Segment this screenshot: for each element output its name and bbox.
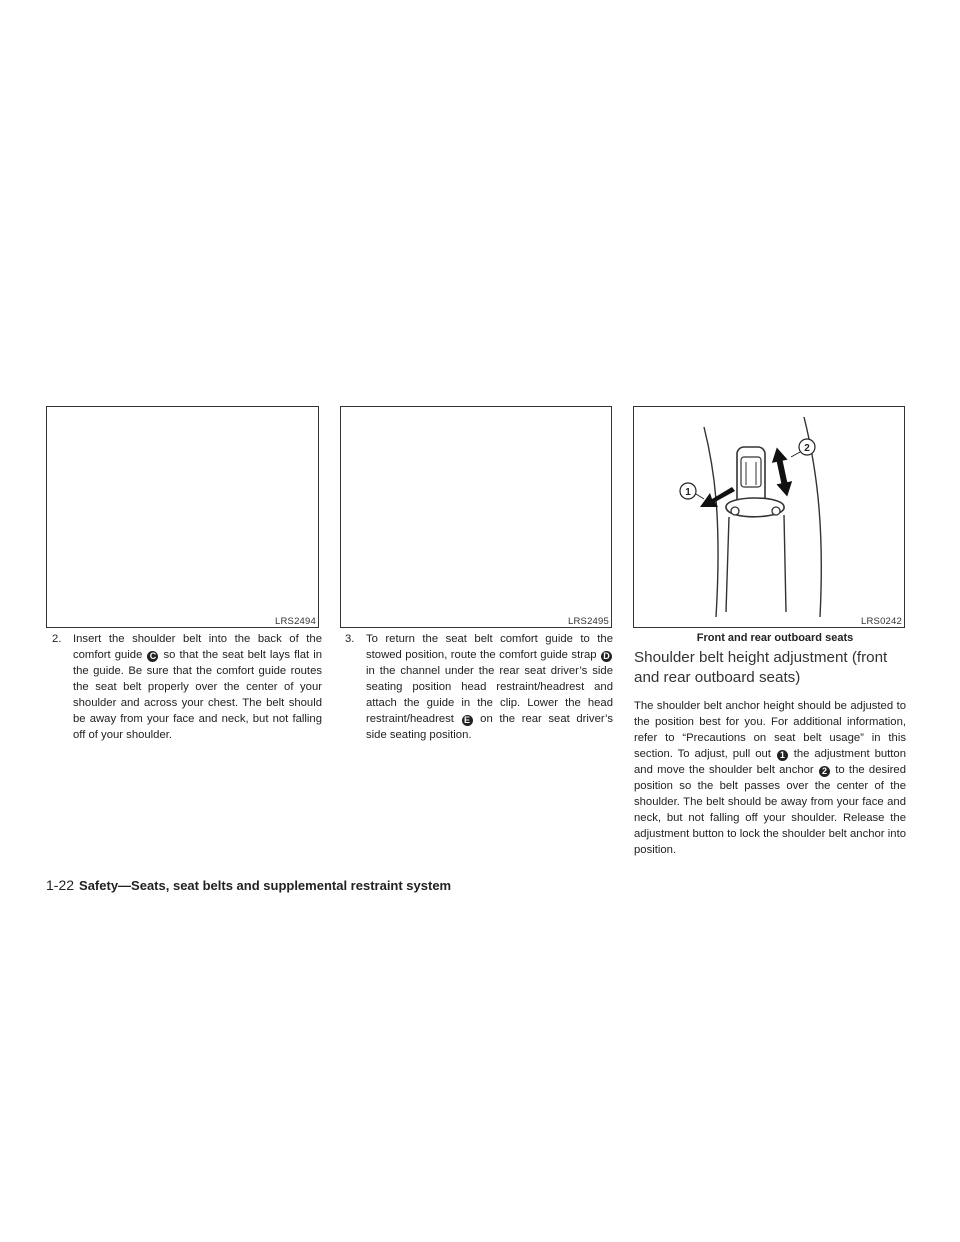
figure-code: LRS2494 xyxy=(274,616,316,627)
step-text: Insert the shoulder belt into the back of the comfort guide xyxy=(73,633,322,661)
callout-c: C xyxy=(147,651,158,662)
callout-1: 1 xyxy=(685,487,691,498)
callout-2: 2 xyxy=(804,443,810,454)
page-footer xyxy=(46,877,451,893)
section-heading: Shoulder belt height adjustment (front and rear outboard seats) xyxy=(634,649,888,686)
step-number: 3. xyxy=(345,633,355,645)
callout-d: D xyxy=(601,651,612,662)
body-paragraph xyxy=(634,698,906,858)
step-text: on the rear seat driver’s side seating position. xyxy=(366,713,613,741)
callout-e: E xyxy=(462,715,473,726)
body-text: to the desired position so the belt passes over the center of the shoulder. The belt should be away from your face and neck, but not falling off your shoulder. Release the adjustment button to lock the shoulder belt anchor into position. xyxy=(634,764,906,856)
figure-caption: Front and rear outboard seats xyxy=(696,632,854,644)
figure-1 xyxy=(46,406,319,628)
step-2 xyxy=(52,631,322,743)
page-number: 1-22 xyxy=(46,877,75,893)
step-number: 2. xyxy=(52,633,62,645)
chapter-title: Safety—Seats, seat belts and supplemental restraint system xyxy=(79,878,452,893)
step-text: To return the seat belt comfort guide to the stowed position, route the comfort guide strap xyxy=(366,633,613,661)
figure-3 xyxy=(633,406,905,628)
column-3 xyxy=(634,631,906,858)
step-text: so that the seat belt lays flat in the guide. Be sure that the comfort guide routes the seat belt properly over the center of your shoulder and across your chest. The belt should be away from your face and neck, but not falling off of your shoulder. xyxy=(73,649,323,741)
step-3 xyxy=(345,631,613,743)
callout-2-inline: 2 xyxy=(819,766,830,777)
figure-2 xyxy=(340,406,612,628)
body-text: The shoulder belt anchor height should be adjusted to the position best for you. For additional information, refer to “Precautions on seat belt usage” in this section. To adjust, pull out xyxy=(634,700,906,760)
step-text: in the channel under the rear seat driver’s side seating position head restraint/headrest and attach the guide in the clip. Lower the head restraint/headrest xyxy=(366,665,613,725)
belt-anchor-illustration xyxy=(634,407,904,627)
figure-code: LRS2495 xyxy=(567,616,609,627)
column-2 xyxy=(345,631,613,743)
figure-code: LRS0242 xyxy=(860,616,902,627)
column-1 xyxy=(52,631,322,743)
body-text: the adjustment button and move the shoulder belt anchor xyxy=(634,748,906,776)
callout-1-inline: 1 xyxy=(777,750,788,761)
